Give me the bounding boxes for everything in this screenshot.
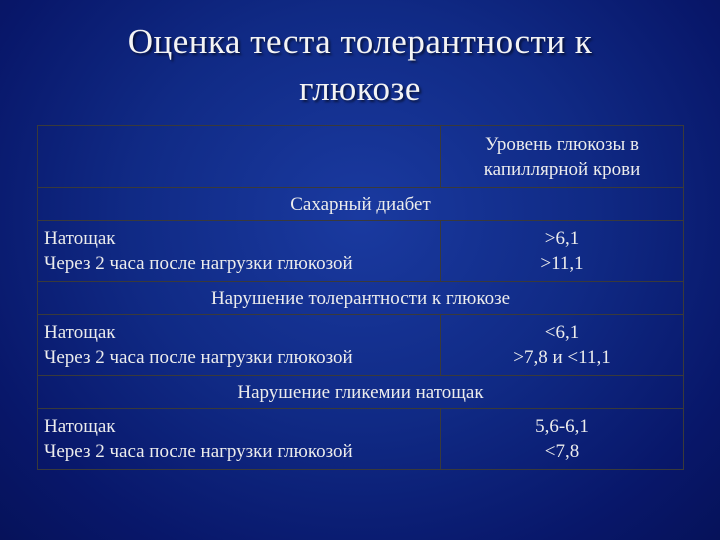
criteria-labels	[38, 221, 441, 282]
table-row	[38, 409, 684, 470]
after-load-label: Через 2 часа после нагрузки глюкозой	[44, 441, 353, 462]
criteria-labels	[38, 409, 441, 470]
header-left-cell	[38, 126, 441, 188]
after-load-value: >11,1	[540, 253, 584, 274]
fasting-value: 5,6-6,1	[535, 416, 589, 437]
glucose-tolerance-table	[37, 125, 684, 470]
section-row-diabetes	[38, 188, 684, 221]
table-row	[38, 315, 684, 376]
table-row	[38, 221, 684, 282]
section-row-impaired-tolerance	[38, 282, 684, 315]
fasting-value: >6,1	[544, 228, 580, 249]
table-header-row	[38, 126, 684, 188]
after-load-value: <7,8	[544, 441, 580, 462]
slide-title-line-2: глюкозе	[299, 69, 421, 108]
header-right-line-2: капиллярной крови	[483, 158, 641, 180]
criteria-values	[441, 315, 684, 376]
slide-title	[0, 18, 720, 112]
section-title: Нарушение толерантности к глюкозе	[38, 282, 684, 315]
fasting-label: Натощак	[44, 228, 116, 249]
after-load-label: Через 2 часа после нагрузки глюкозой	[44, 253, 353, 274]
criteria-values	[441, 221, 684, 282]
section-title: Сахарный диабет	[38, 188, 684, 221]
after-load-value: >7,8 и <11,1	[513, 347, 611, 368]
fasting-value: <6,1	[544, 322, 580, 343]
header-right-line-1: Уровень глюкозы в	[485, 133, 639, 155]
section-row-impaired-fasting	[38, 376, 684, 409]
criteria-labels	[38, 315, 441, 376]
section-title: Нарушение гликемии натощак	[38, 376, 684, 409]
criteria-values	[441, 409, 684, 470]
after-load-label: Через 2 часа после нагрузки глюкозой	[44, 347, 353, 368]
slide-title-line-1: Оценка теста толерантности к	[127, 22, 593, 61]
fasting-label: Натощак	[44, 416, 116, 437]
fasting-label: Натощак	[44, 322, 116, 343]
header-right-cell	[441, 126, 684, 188]
